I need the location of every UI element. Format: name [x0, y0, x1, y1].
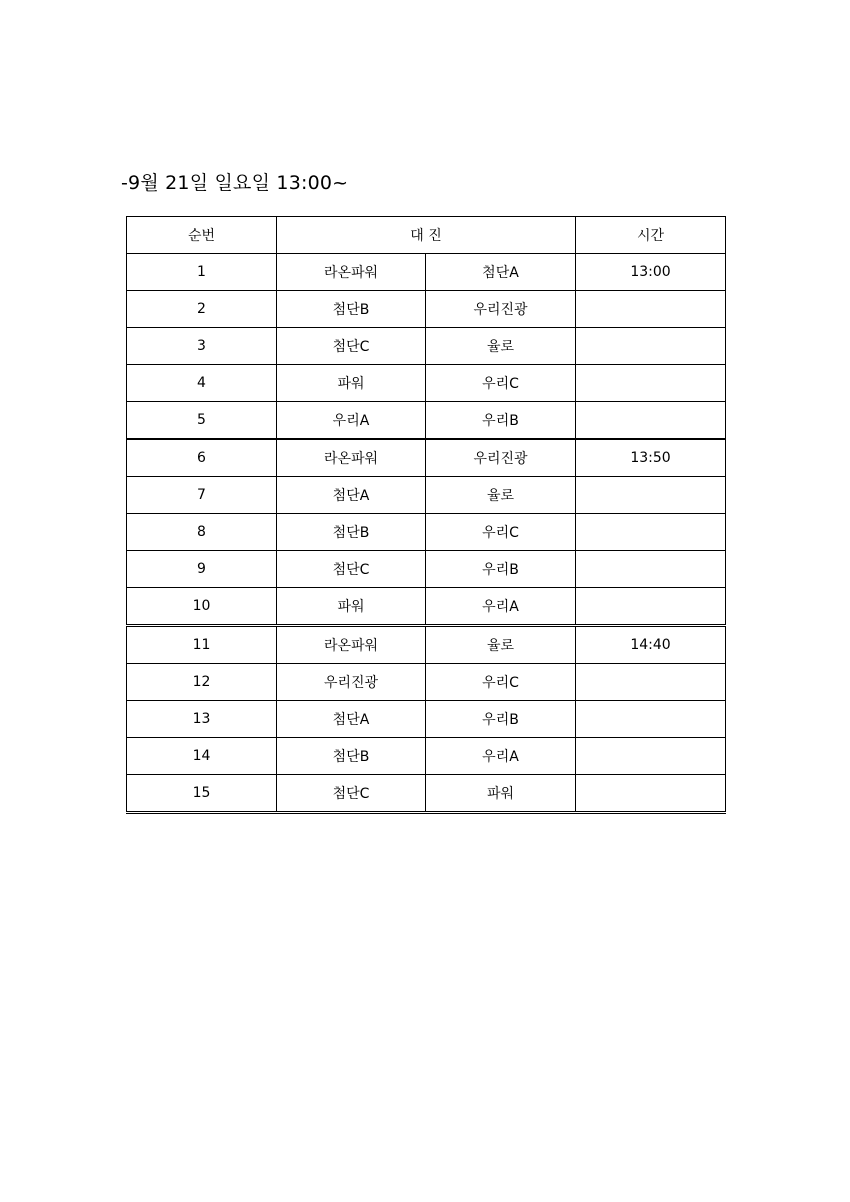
table-row	[127, 439, 726, 477]
cell-order: 14	[127, 738, 277, 775]
table-row	[127, 775, 726, 813]
cell-time	[576, 775, 726, 813]
cell-order: 1	[127, 254, 277, 291]
cell-team1: 첨단C	[277, 328, 426, 365]
cell-order: 5	[127, 402, 277, 440]
cell-team2: 첨단A	[426, 254, 576, 291]
table-row	[127, 551, 726, 588]
cell-order: 4	[127, 365, 277, 402]
cell-team1: 첨단B	[277, 738, 426, 775]
cell-team1: 라온파워	[277, 439, 426, 477]
cell-team2: 우리B	[426, 402, 576, 440]
cell-time	[576, 291, 726, 328]
cell-order: 11	[127, 626, 277, 664]
cell-order: 6	[127, 439, 277, 477]
cell-team1: 첨단A	[277, 701, 426, 738]
table-header-row	[127, 217, 726, 254]
match-schedule-table	[126, 216, 726, 814]
cell-team2: 우리진광	[426, 291, 576, 328]
cell-time	[576, 365, 726, 402]
cell-team1: 첨단A	[277, 477, 426, 514]
cell-team1: 첨단B	[277, 514, 426, 551]
cell-team2: 우리B	[426, 701, 576, 738]
cell-team2: 우리A	[426, 738, 576, 775]
cell-team2: 파워	[426, 775, 576, 813]
table-row	[127, 291, 726, 328]
cell-team1: 라온파워	[277, 254, 426, 291]
cell-team2: 율로	[426, 328, 576, 365]
cell-team2: 율로	[426, 626, 576, 664]
cell-order: 13	[127, 701, 277, 738]
table-row	[127, 701, 726, 738]
table-row	[127, 588, 726, 626]
cell-time	[576, 477, 726, 514]
cell-team1: 파워	[277, 365, 426, 402]
cell-time: 13:50	[576, 439, 726, 477]
cell-order: 8	[127, 514, 277, 551]
cell-time	[576, 328, 726, 365]
cell-team2: 우리진광	[426, 439, 576, 477]
cell-order: 7	[127, 477, 277, 514]
cell-order: 10	[127, 588, 277, 626]
cell-team1: 첨단B	[277, 291, 426, 328]
header-matchup: 대 진	[277, 217, 576, 254]
cell-time	[576, 588, 726, 626]
table-row	[127, 402, 726, 440]
table-row	[127, 626, 726, 664]
cell-order: 2	[127, 291, 277, 328]
cell-team2: 우리C	[426, 514, 576, 551]
cell-time	[576, 664, 726, 701]
cell-team2: 우리A	[426, 588, 576, 626]
cell-time	[576, 514, 726, 551]
table-row	[127, 365, 726, 402]
cell-team1: 우리진광	[277, 664, 426, 701]
table-row	[127, 477, 726, 514]
cell-order: 3	[127, 328, 277, 365]
cell-team2: 율로	[426, 477, 576, 514]
cell-time	[576, 402, 726, 440]
table-row	[127, 328, 726, 365]
cell-time	[576, 551, 726, 588]
cell-team1: 첨단C	[277, 551, 426, 588]
cell-team1: 파워	[277, 588, 426, 626]
table-row	[127, 254, 726, 291]
cell-order: 9	[127, 551, 277, 588]
cell-time	[576, 701, 726, 738]
table-row	[127, 738, 726, 775]
table-row	[127, 514, 726, 551]
header-order: 순번	[127, 217, 277, 254]
page-title: -9월 21일 일요일 13:00~	[121, 172, 349, 194]
cell-team1: 첨단C	[277, 775, 426, 813]
cell-order: 12	[127, 664, 277, 701]
cell-order: 15	[127, 775, 277, 813]
cell-team2: 우리C	[426, 664, 576, 701]
cell-team2: 우리C	[426, 365, 576, 402]
cell-time: 14:40	[576, 626, 726, 664]
header-time: 시간	[576, 217, 726, 254]
cell-time	[576, 738, 726, 775]
cell-team2: 우리B	[426, 551, 576, 588]
cell-team1: 라온파워	[277, 626, 426, 664]
cell-time: 13:00	[576, 254, 726, 291]
cell-team1: 우리A	[277, 402, 426, 440]
table-row	[127, 664, 726, 701]
